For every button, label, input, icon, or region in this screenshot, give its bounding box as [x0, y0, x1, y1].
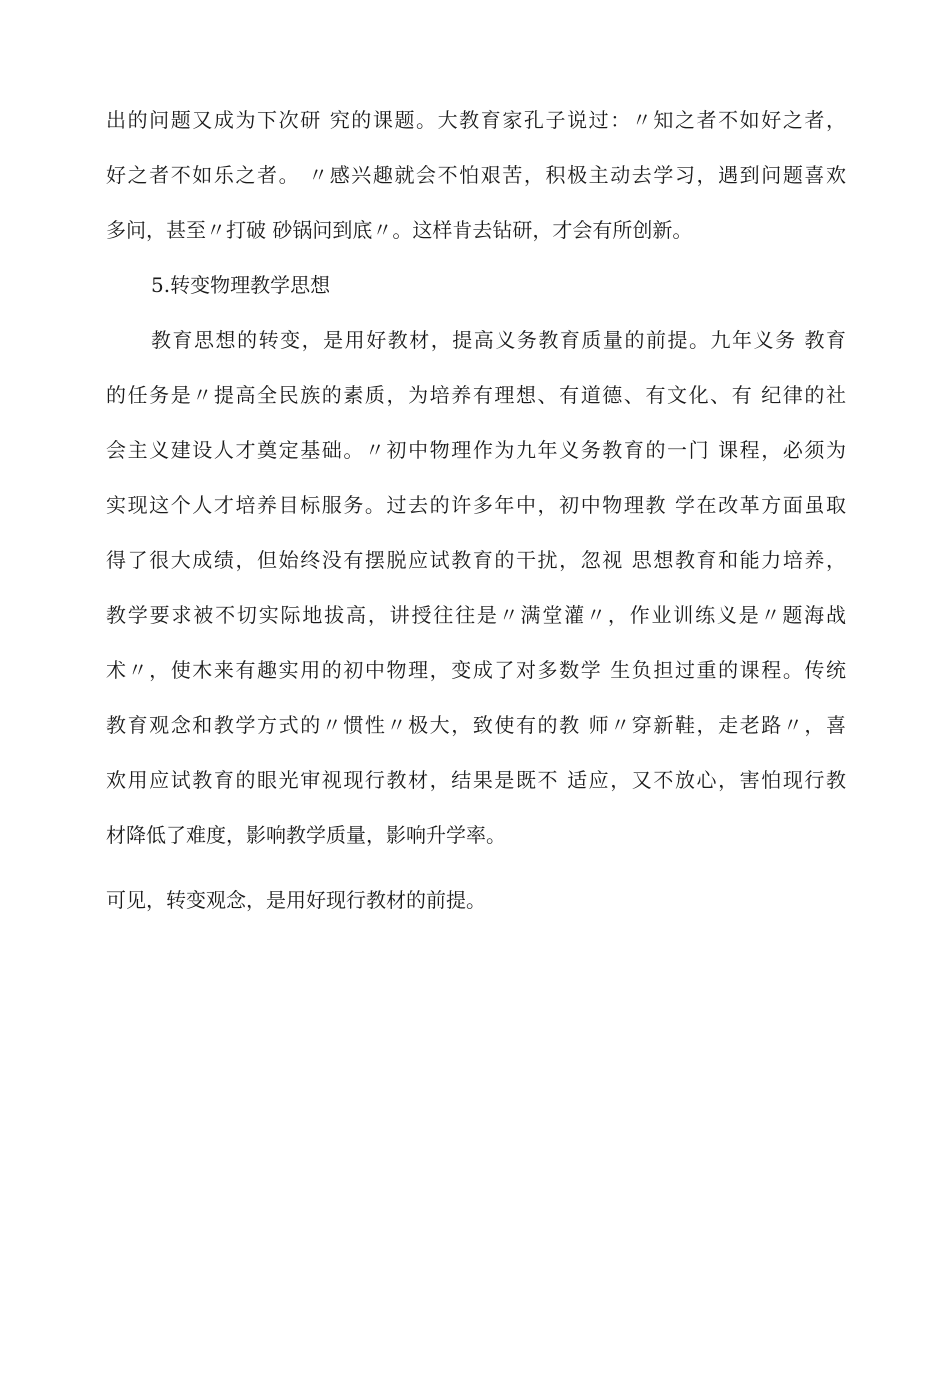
paragraph-3-line-1: 可见，转变观念，是用好现行教材的前提。: [106, 888, 486, 912]
paragraph-2-line-3: 会主义建设人才奠定基础。〃初中物理作为九年义务教育的一门 课程，必须为: [106, 438, 846, 462]
paragraph-1-line-3: 多问，甚至〃打破 砂锅问到底〃。这样肯去钻研，才会有所创新。: [106, 218, 693, 242]
paragraph-2-line-5: 得了很大成绩，但始终没有摆脱应试教育的干扰，忽视 思想教育和能力培养，: [106, 548, 846, 572]
paragraph-2-line-4: 实现这个人才培养目标服务。过去的许多年中，初中物理教 学在改革方面虽取: [106, 493, 846, 517]
paragraph-2-line-7: 术〃，使木来有趣实用的初中物理，变成了对多数学 生负担过重的课程。传统: [106, 658, 846, 682]
paragraph-2-line-1: 教育思想的转变，是用好教材，提高义务教育质量的前提。九年义务 教育: [151, 328, 846, 352]
section-heading: 5.转变物理教学思想: [151, 273, 331, 297]
paragraph-2-line-9: 欢用应试教育的眼光审视现行教材，结果是既不 适应，又不放心，害怕现行教: [106, 768, 846, 792]
paragraph-1-line-2: 好之者不如乐之者。 〃感兴趣就会不怕艰苦，积极主动去学习，遇到问题喜欢: [106, 163, 846, 187]
paragraph-2-line-2: 的任务是〃提高全民族的素质，为培养有理想、有道德、有文化、有 纪律的社: [106, 383, 846, 407]
paragraph-2-line-8: 教育观念和教学方式的〃惯性〃极大，致使有的教 师〃穿新鞋，走老路〃，喜: [106, 713, 846, 737]
paragraph-2-line-6: 教学要求被不切实际地拔高，讲授往往是〃满堂灌〃，作业训练义是〃题海战: [106, 603, 846, 627]
paragraph-1-line-1: 出的问题又成为下次研 究的课题。大教育家孔子说过：〃知之者不如好之者，: [106, 108, 846, 132]
paragraph-2-line-10: 材降低了难度，影响教学质量，影响升学率。: [106, 823, 506, 847]
